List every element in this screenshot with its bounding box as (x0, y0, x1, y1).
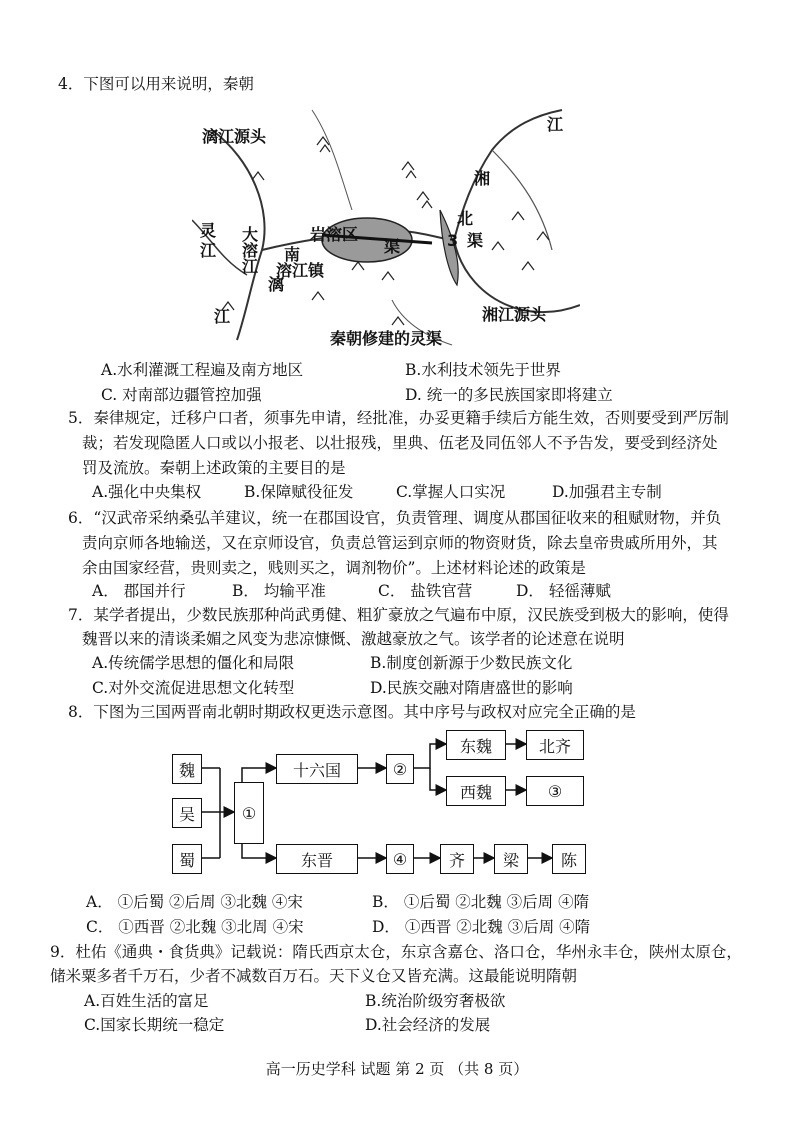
q7-line1: 7．某学者提出，少数民族那种尚武勇健、粗犷豪放之气遍布中原，汉民族受到极大的影响，使得 (68, 606, 729, 624)
q8-option-b: B． ①后蜀 ②北魏 ③后周 ④隋 (372, 893, 590, 911)
q9-option-b: B.统治阶级穷奢极欲 (365, 992, 506, 1010)
page-footer: 高一历史学科 试题 第 2 页 （共 8 页） (265, 1060, 529, 1078)
q7-option-d: D.民族交融对隋唐盛世的影响 (370, 679, 573, 697)
q5-option-d: D.加强君主专制 (552, 483, 662, 501)
q8-option-a: A． ①后蜀 ②后周 ③北魏 ④宋 (86, 893, 303, 911)
q4-stem: 4．下图可以用来说明，秦朝 (58, 75, 254, 93)
label-xiang-source: 湘江源头 (482, 305, 547, 324)
label-yanrong: 岩溶区 (310, 225, 359, 244)
q5-option-a: A.强化中央集权 (92, 483, 202, 501)
q4-option-d: D. 统一的多民族国家即将建立 (405, 386, 613, 404)
map-illustration (192, 100, 580, 350)
lingqu-map (192, 100, 580, 350)
q5-line2: 裁；若发现隐匿人口或以小报老、以壮报残，里典、伍老及同伍邻人不予告发，要受到经济处 (82, 434, 718, 452)
q9-option-d: D.社会经济的发展 (365, 1016, 491, 1034)
q5-option-b: B.保障赋役征发 (244, 483, 354, 501)
label-bei: 北 (457, 209, 474, 228)
q6-option-b: B． 均输平准 (232, 582, 326, 600)
q6-option-a: A． 郡国并行 (92, 582, 186, 600)
regime-succession-diagram (160, 730, 610, 890)
box-xiwei: 西魏 (446, 776, 506, 806)
q9-line2: 储米粟多者千万石，少者不减数百万石。天下义仓又皆充满。这最能说明隋朝 (50, 967, 578, 985)
box-qi: 齐 (440, 844, 474, 874)
box-dongjin: 东晋 (276, 844, 358, 874)
q7-option-a: A.传统儒学思想的僵化和局限 (92, 654, 295, 672)
box-n1: ① (234, 782, 264, 844)
label-li: 漓 (268, 275, 285, 294)
label-num3: 3 (447, 231, 459, 250)
q9-option-c: C.国家长期统一稳定 (84, 1016, 225, 1034)
box-n4: ④ (386, 844, 414, 874)
label-jiang2: 江 (242, 257, 259, 276)
map-caption: 秦朝修建的灵渠 (330, 329, 443, 348)
q6-line3: 余由国家经营，贵则卖之，贱则买之，调剂物价”。上述材料论述的政策是 (82, 559, 586, 577)
q7-option-b: B.制度创新源于少数民族文化 (370, 654, 573, 672)
box-dongwei: 东魏 (446, 730, 506, 760)
label-ling: 灵 (200, 221, 217, 240)
box-beiqi: 北齐 (526, 730, 584, 760)
box-chen: 陈 (552, 844, 586, 874)
q7-line2: 魏晋以来的清谈柔媚之风变为悲凉慷慨、激越豪放之气。该学者的论述意在说明 (82, 630, 625, 648)
q6-option-c: C． 盐铁官营 (378, 582, 473, 600)
q6-line2: 责向京师各地输送，又在京师设官，负责总管运到京师的物资财货，除去皇帝贵戚所用外，其 (82, 534, 718, 552)
label-nan: 南 (284, 245, 301, 264)
box-sixteen-kingdoms: 十六国 (276, 754, 358, 784)
q9-option-a: A.百姓生活的富足 (84, 992, 209, 1010)
q4-option-c: C. 对南部边疆管控加强 (101, 386, 262, 404)
label-jiang-left: 江 (200, 241, 217, 260)
q7-option-c: C.对外交流促进思想文化转型 (92, 679, 295, 697)
label-rongjiang-town: 溶江镇 (276, 261, 325, 280)
box-liang: 梁 (494, 844, 528, 874)
q5-line1: 5．秦律规定，迁移户口者，须事先申请，经批准，办妥更籍手续后方能生效，否则要受到严厉制 (68, 409, 729, 427)
label-rong: 溶 (242, 241, 259, 260)
q4-option-a: A.水利灌溉工程遍及南方地区 (101, 361, 304, 379)
q8-stem: 8．下图为三国两晋南北朝时期政权更迭示意图。其中序号与政权对应完全正确的是 (68, 703, 636, 721)
q9-line1: 9．杜佑《通典・食货典》记载说：隋氏西京太仓，东京含嘉仓、洛口仓，华州永丰仓，陕州太原仓， (50, 943, 742, 961)
q8-option-d: D． ①西晋 ②北魏 ③后周 ④隋 (372, 918, 591, 936)
box-n2: ② (386, 754, 414, 784)
q5-option-c: C.掌握人口实况 (396, 483, 506, 501)
label-qu-south: 渠 (384, 237, 401, 256)
box-wei: 魏 (172, 754, 202, 784)
q4-option-b: B.水利技术领先于世界 (405, 361, 561, 379)
q6-option-d: D． 轻徭薄赋 (516, 582, 611, 600)
label-li-source: 漓江源头 (202, 127, 267, 146)
q8-option-c: C． ①西晋 ②北魏 ③北周 ④宋 (86, 918, 304, 936)
q6-line1: 6．“汉武帝采纳桑弘羊建议，统一在郡国设官，负责管理、调度从郡国征收来的租赋财物，并负 (68, 509, 722, 527)
q5-line3: 罚及流放。秦朝上述政策的主要目的是 (82, 459, 346, 477)
label-jiang-top: 江 (547, 115, 564, 134)
box-n3: ③ (526, 776, 584, 806)
label-jiang-bottom: 江 (214, 307, 231, 326)
label-qu-north: 渠 (467, 231, 484, 250)
label-xiang: 湘 (474, 169, 491, 188)
box-wu: 吴 (172, 798, 202, 828)
box-shu: 蜀 (172, 844, 202, 874)
label-da: 大 (242, 225, 259, 244)
